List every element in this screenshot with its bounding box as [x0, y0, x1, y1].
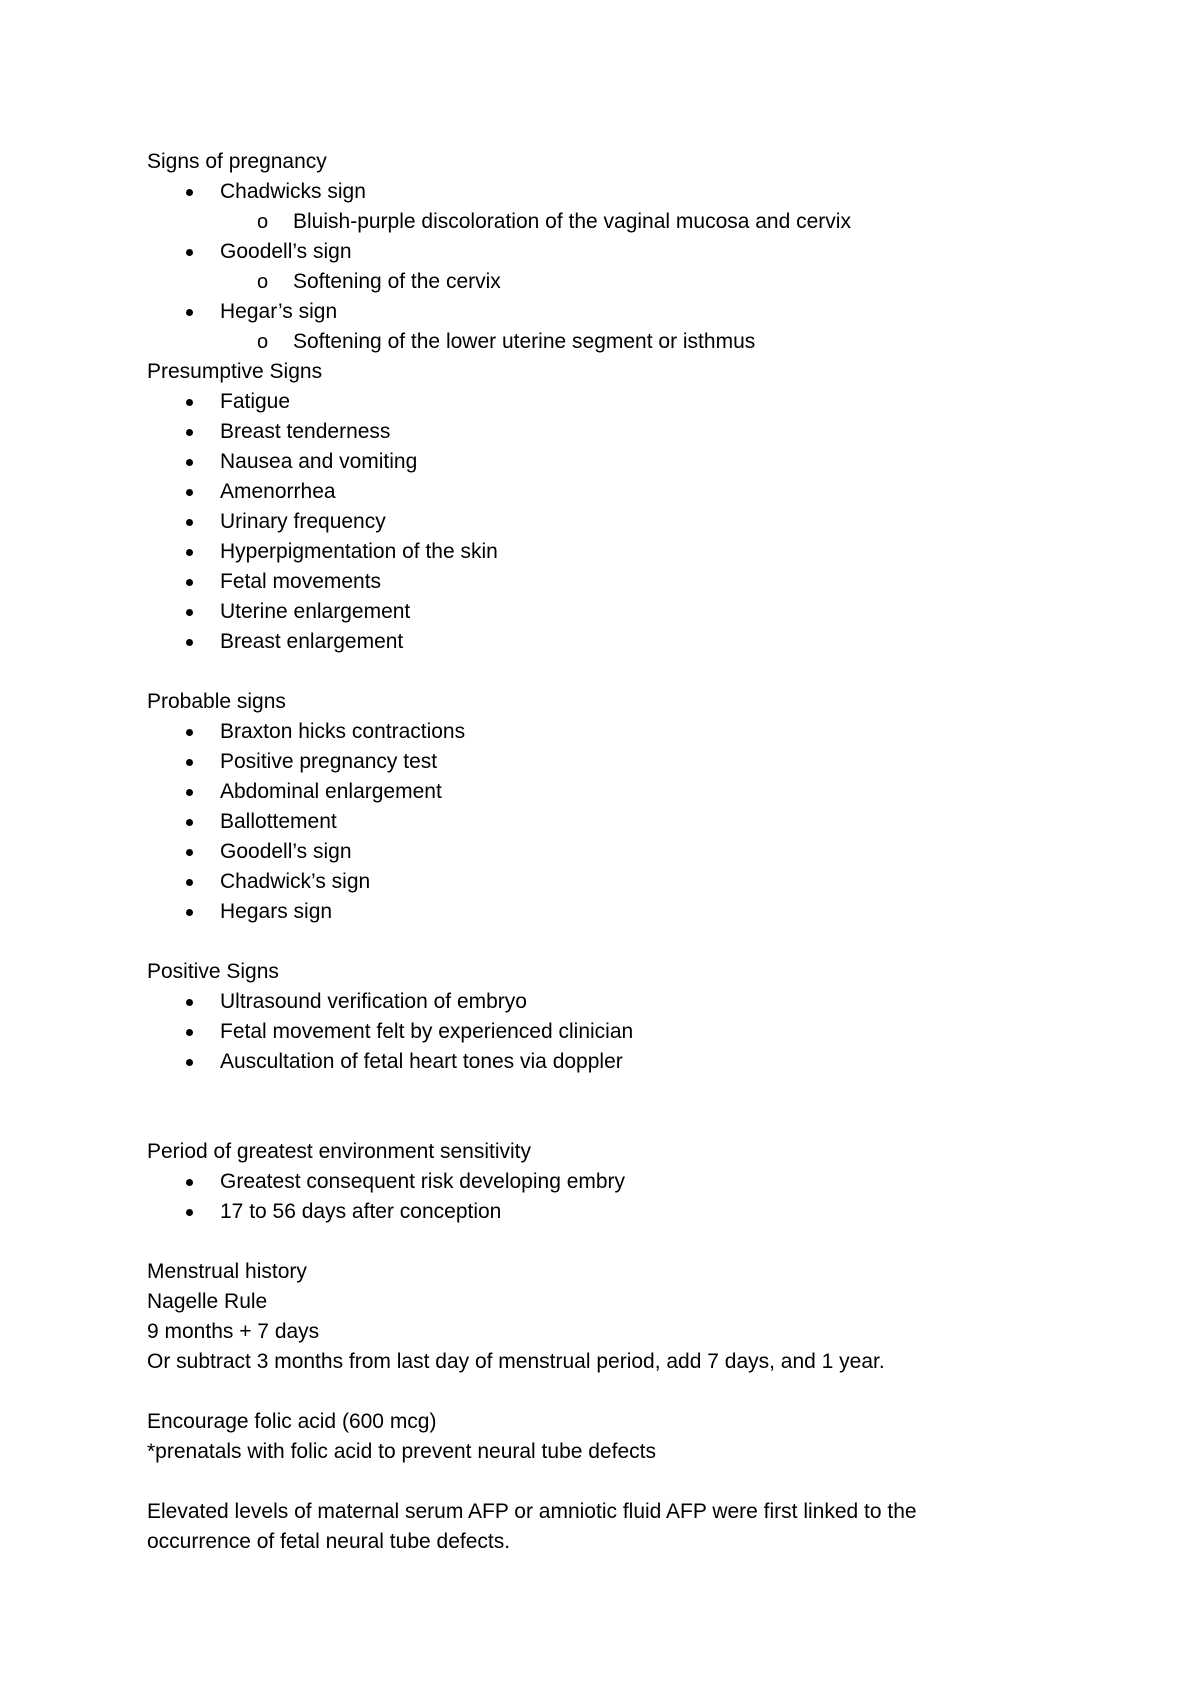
- section-heading-environment-sensitivity: Period of greatest environment sensitivity: [147, 1140, 532, 1163]
- afp-paragraph-line-1: Elevated levels of maternal serum AFP or amniotic fluid AFP were first linked to the: [147, 1500, 917, 1523]
- menstrual-history-heading: Menstrual history: [147, 1260, 307, 1283]
- list-item: Amenorrhea: [147, 477, 1107, 507]
- list-item: Fatigue: [147, 387, 1107, 417]
- list-item: Urinary frequency: [147, 507, 1107, 537]
- list-item: Braxton hicks contractions: [147, 717, 1107, 747]
- nagelle-alternative: Or subtract 3 months from last day of menstrual period, add 7 days, and 1 year.: [147, 1350, 885, 1373]
- list-item: Breast enlargement: [147, 627, 1107, 657]
- list-item: Chadwick’s sign: [147, 867, 1107, 897]
- nagelle-rule-label: Nagelle Rule: [147, 1290, 268, 1313]
- list-item: Uterine enlargement: [147, 597, 1107, 627]
- afp-paragraph-line-2: occurrence of fetal neural tube defects.: [147, 1530, 511, 1553]
- list-item: Goodell’s sign: [147, 237, 1107, 267]
- section-heading-probable-signs: Probable signs: [147, 690, 286, 713]
- list-item: Auscultation of fetal heart tones via doppler: [147, 1047, 1107, 1077]
- list-item: Fetal movements: [147, 567, 1107, 597]
- list-item: Ultrasound verification of embryo: [147, 987, 1107, 1017]
- nagelle-formula: 9 months + 7 days: [147, 1320, 320, 1343]
- list-item: Goodell’s sign: [147, 837, 1107, 867]
- section-heading-positive-signs: Positive Signs: [147, 960, 279, 983]
- spacer: [147, 1227, 1107, 1257]
- document-body: [147, 147, 1107, 1557]
- list-item: Hegars sign: [147, 897, 1107, 927]
- list-item: Hegar’s sign: [147, 297, 1107, 327]
- list-item: Greatest consequent risk developing embry: [147, 1167, 1107, 1197]
- folic-acid-note: *prenatals with folic acid to prevent neural tube defects: [147, 1440, 656, 1463]
- list-item: Positive pregnancy test: [147, 747, 1107, 777]
- spacer: [147, 657, 1107, 687]
- sub-list-item: o Softening of the lower uterine segment or isthmus: [147, 327, 1107, 357]
- sub-list-item: o Bluish-purple discoloration of the vaginal mucosa and cervix: [147, 207, 1107, 237]
- folic-acid-heading: Encourage folic acid (600 mcg): [147, 1410, 437, 1433]
- list-item: Fetal movement felt by experienced clinician: [147, 1017, 1107, 1047]
- list-item: Breast tenderness: [147, 417, 1107, 447]
- list-item: Abdominal enlargement: [147, 777, 1107, 807]
- spacer: [147, 1377, 1107, 1407]
- list-item: Ballottement: [147, 807, 1107, 837]
- spacer: [147, 1107, 1107, 1137]
- list-item: Chadwicks sign: [147, 177, 1107, 207]
- sub-list-item: o Softening of the cervix: [147, 267, 1107, 297]
- list-item: Nausea and vomiting: [147, 447, 1107, 477]
- spacer: [147, 927, 1107, 957]
- list-item: 17 to 56 days after conception: [147, 1197, 1107, 1227]
- section-heading-presumptive-signs: Presumptive Signs: [147, 360, 323, 383]
- list-item: Hyperpigmentation of the skin: [147, 537, 1107, 567]
- spacer: [147, 1467, 1107, 1497]
- section-heading-signs-of-pregnancy: Signs of pregnancy: [147, 150, 327, 173]
- spacer: [147, 1077, 1107, 1107]
